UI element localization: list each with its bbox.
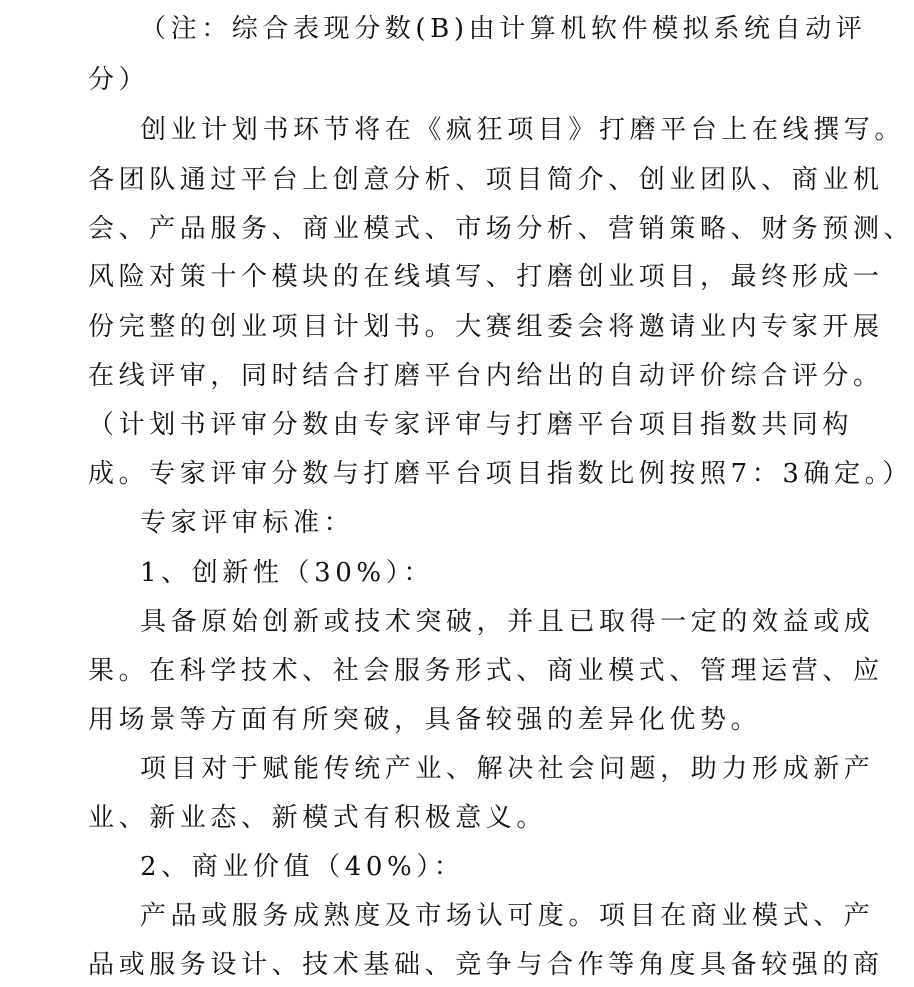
note-line-1: （注：综合表现分数(B)由计算机软件模拟系统自动评 <box>140 14 867 44</box>
paragraph-line: （计划书评审分数由专家评审与打磨平台项目指数共同构 <box>88 410 854 440</box>
section-heading: 专家评审标准： <box>140 508 355 538</box>
paragraph-line: 具备原始创新或技术突破，并且已取得一定的效益或成 <box>140 607 875 637</box>
paragraph-line: 份完整的创业项目计划书。大赛组委会将邀请业内专家开展 <box>88 312 884 342</box>
paragraph-line: 用场景等方面有所突破，具备较强的差异化优势。 <box>88 705 762 735</box>
paragraph-line: 在线评审，同时结合打磨平台内给出的自动评价综合评分。 <box>88 361 884 391</box>
paragraph-line: 果。在科学技术、社会服务形式、商业模式、管理运营、应 <box>88 656 884 686</box>
criterion-heading-commercial: 2、商业价值（40%）： <box>140 852 465 882</box>
paragraph-line: 业、新业态、新模式有积极意义。 <box>88 803 548 833</box>
paragraph-line: 项目对于赋能传统产业、解决社会问题，助力形成新产 <box>140 754 875 784</box>
paragraph-line: 各团队通过平台上创意分析、项目简介、创业团队、商业机 <box>88 165 884 195</box>
paragraph-line: 创业计划书环节将在《疯狂项目》打磨平台上在线撰写。 <box>140 115 906 145</box>
criterion-heading-innovation: 1、创新性（30%）： <box>140 558 434 588</box>
paragraph-line: 风险对策十个模块的在线填写、打磨创业项目，最终形成一 <box>88 262 884 292</box>
paragraph-line: 产品或服务成熟度及市场认可度。项目在商业模式、产 <box>140 901 875 931</box>
note-line-2: 分） <box>88 65 150 95</box>
paragraph-line: 品或服务设计、技术基础、竞争与合作等角度具备较强的商 <box>88 950 884 980</box>
paragraph-line: 会、产品服务、商业模式、市场分析、营销策略、财务预测、 <box>88 214 914 244</box>
paragraph-line: 成。专家评审分数与打磨平台项目指数比例按照7：3确定。） <box>88 459 913 489</box>
